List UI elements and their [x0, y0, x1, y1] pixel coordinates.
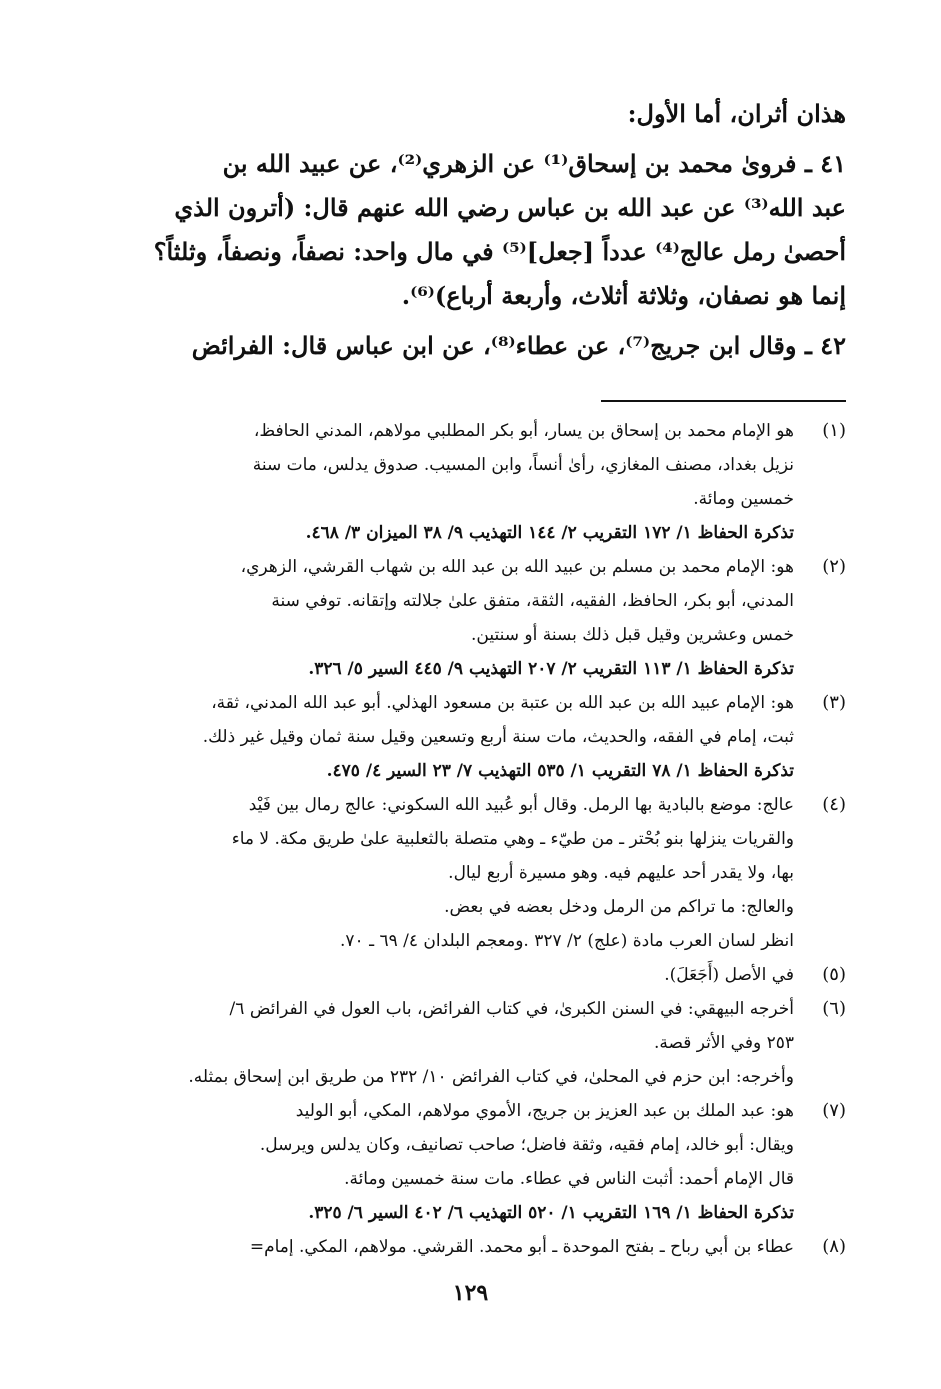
footnote	[94, 958, 846, 992]
footnote-line: وأخرجه: ابن حزم في المحلىٰ، في كتاب الفرائض ١٠/ ٢٣٢ من طريق ابن إسحاق بمثله.	[188, 1067, 794, 1087]
footnote-separator	[601, 400, 846, 402]
footnote-line: خمس وعشرين وقيل قبل ذلك بسنة أو سنتين.	[470, 625, 794, 645]
footnote-line: هو: الإمام عبيد الله بن عبد الله بن عتبة بن مسعود الهذلي. أبو عبد الله المدني، ثقة،	[211, 693, 794, 713]
paragraph-line: أحصىٰ رمل عالج⁽⁴⁾ عدداً [جعل]⁽⁵⁾ في مال واحد: نصفاً، ونصفاً، وثلثاً؟	[153, 237, 846, 266]
footnote-marker: (٥)	[822, 964, 846, 985]
footnote	[94, 788, 846, 958]
footnote-marker: (١)	[822, 420, 846, 441]
footnote	[94, 686, 846, 788]
footnote-line: بها، ولا يقدر أحد عليهم فيه. وهو مسيرة أربع ليال.	[448, 863, 794, 883]
paragraph-41	[94, 142, 846, 318]
paragraph-line: إنما هو نصفان، وثلاثة أثلاث، وأربعة أرباع)⁽⁶⁾.	[401, 281, 846, 310]
footnote-marker: (٤)	[822, 794, 846, 815]
main-text	[94, 92, 846, 368]
footnote-line: والعالج: ما تراكم من الرمل ودخل بعضه في بعض.	[444, 897, 794, 917]
footnote-line: خمسين ومائة.	[693, 489, 794, 509]
footnote-reference: تذكرة الحفاظ ١/ ١٧٢ التقريب ٢/ ١٤٤ التهذيب ٩/ ٣٨ الميزان ٣/ ٤٦٨.	[305, 523, 794, 543]
footnote-marker: (٣)	[822, 692, 846, 713]
paragraph-42	[94, 324, 846, 368]
footnote-line: هو الإمام محمد بن إسحاق بن يسار، أبو بكر المطلبي مولاهم، المدني الحافظ،	[253, 421, 794, 441]
paragraph-line: عبد الله⁽³⁾ عن عبد الله بن عباس رضي الله عنهم قال: (أترون الذي	[174, 193, 846, 222]
footnote-line: المدني، أبو بكر، الحافظ، الفقيه، الثقة، متفق علىٰ جلالته وإتقانه. توفي سنة	[271, 591, 794, 611]
footnote-line: ٢٥٣ وفي الأثر قصة.	[653, 1033, 794, 1053]
footnote-line: عطاء بن أبي رباح ـ بفتح الموحدة ـ أبو محمد. القرشي. مولاهم، المكي. إمام=	[249, 1237, 794, 1257]
footnote-marker: (٧)	[822, 1100, 846, 1121]
footnote-line: هو: عبد الملك بن عبد العزيز بن جريج، الأموي مولاهم، المكي، أبو الوليد	[295, 1101, 794, 1121]
footnote-line: هو: الإمام محمد بن مسلم بن عبيد الله بن عبد الله بن شهاب القرشي، الزهري،	[240, 557, 794, 577]
page-number: ١٢٩	[452, 1280, 489, 1306]
footnote-line: قال الإمام أحمد: أثبت الناس في عطاء. مات سنة خمسين ومائة.	[344, 1169, 794, 1189]
footnote-line: انظر لسان العرب مادة (علج) ٢/ ٣٢٧ .ومعجم البلدان ٤/ ٦٩ ـ ٧٠.	[340, 931, 794, 951]
footnote-marker: (٢)	[822, 556, 846, 577]
footnote-reference: تذكرة الحفاظ ١/ ٧٨ التقريب ١/ ٥٣٥ التهذيب ٧/ ٢٣ السير ٤/ ٤٧٥.	[326, 761, 794, 781]
footnote	[94, 1094, 846, 1230]
footnote	[94, 550, 846, 686]
footnote-line: نزيل بغداد، مصنف المغازي، رأىٰ أنساً، وابن المسيب. صدوق يدلس، مات سنة	[252, 455, 794, 475]
paragraph-line: ٤٢ ـ وقال ابن جريج⁽⁷⁾، عن عطاء⁽⁸⁾، عن ابن عباس قال: الفرائض	[191, 331, 846, 360]
footnote-line: أخرجه البيهقي: في السنن الكبرىٰ، في كتاب الفرائض، باب العول في الفرائض ٦/	[229, 999, 794, 1019]
footnote-reference: تذكرة الحفاظ ١/ ١٦٩ التقريب ١/ ٥٢٠ التهذيب ٦/ ٤٠٢ السير ٦/ ٣٢٥.	[308, 1203, 794, 1223]
footnotes	[94, 414, 846, 1264]
footnote-marker: (٦)	[822, 998, 846, 1019]
footnote-line: والقريات ينزلها بنو بُحْتر ـ من طيّء ـ وهي متصلة بالثعلبية علىٰ طريق مكة. لا ماء	[231, 829, 794, 849]
footnote-line: ثبت، إمام في الفقه، والحديث، مات سنة أربع وتسعين وقيل سنة ثمان وقيل غير ذلك.	[202, 727, 794, 747]
footnote-line: ويقال: أبو خالد، إمام فقيه، وثقة فاضل؛ صاحب تصانيف، وكان يدلس ويرسل.	[259, 1135, 794, 1155]
paragraph-line: ٤١ ـ فروىٰ محمد بن إسحاق⁽¹⁾ عن الزهري⁽²⁾، عن عبيد الله بن	[222, 149, 846, 178]
footnote-marker: (٨)	[822, 1236, 846, 1257]
footnote-line: في الأصل (أَجَعَلَ).	[664, 965, 794, 985]
footnote	[94, 1230, 846, 1264]
footnote-line: عالج: موضع بالبادية بها الرمل. وقال أبو عُبيد الله السكوني: عالج رمال بين فَيْد	[248, 795, 794, 815]
intro-line: هذان أثران، أما الأول:	[627, 99, 846, 128]
footnote	[94, 992, 846, 1094]
footnote-reference: تذكرة الحفاظ ١/ ١١٣ التقريب ٢/ ٢٠٧ التهذيب ٩/ ٤٤٥ السير ٥/ ٣٢٦.	[308, 659, 794, 679]
footnote	[94, 414, 846, 550]
